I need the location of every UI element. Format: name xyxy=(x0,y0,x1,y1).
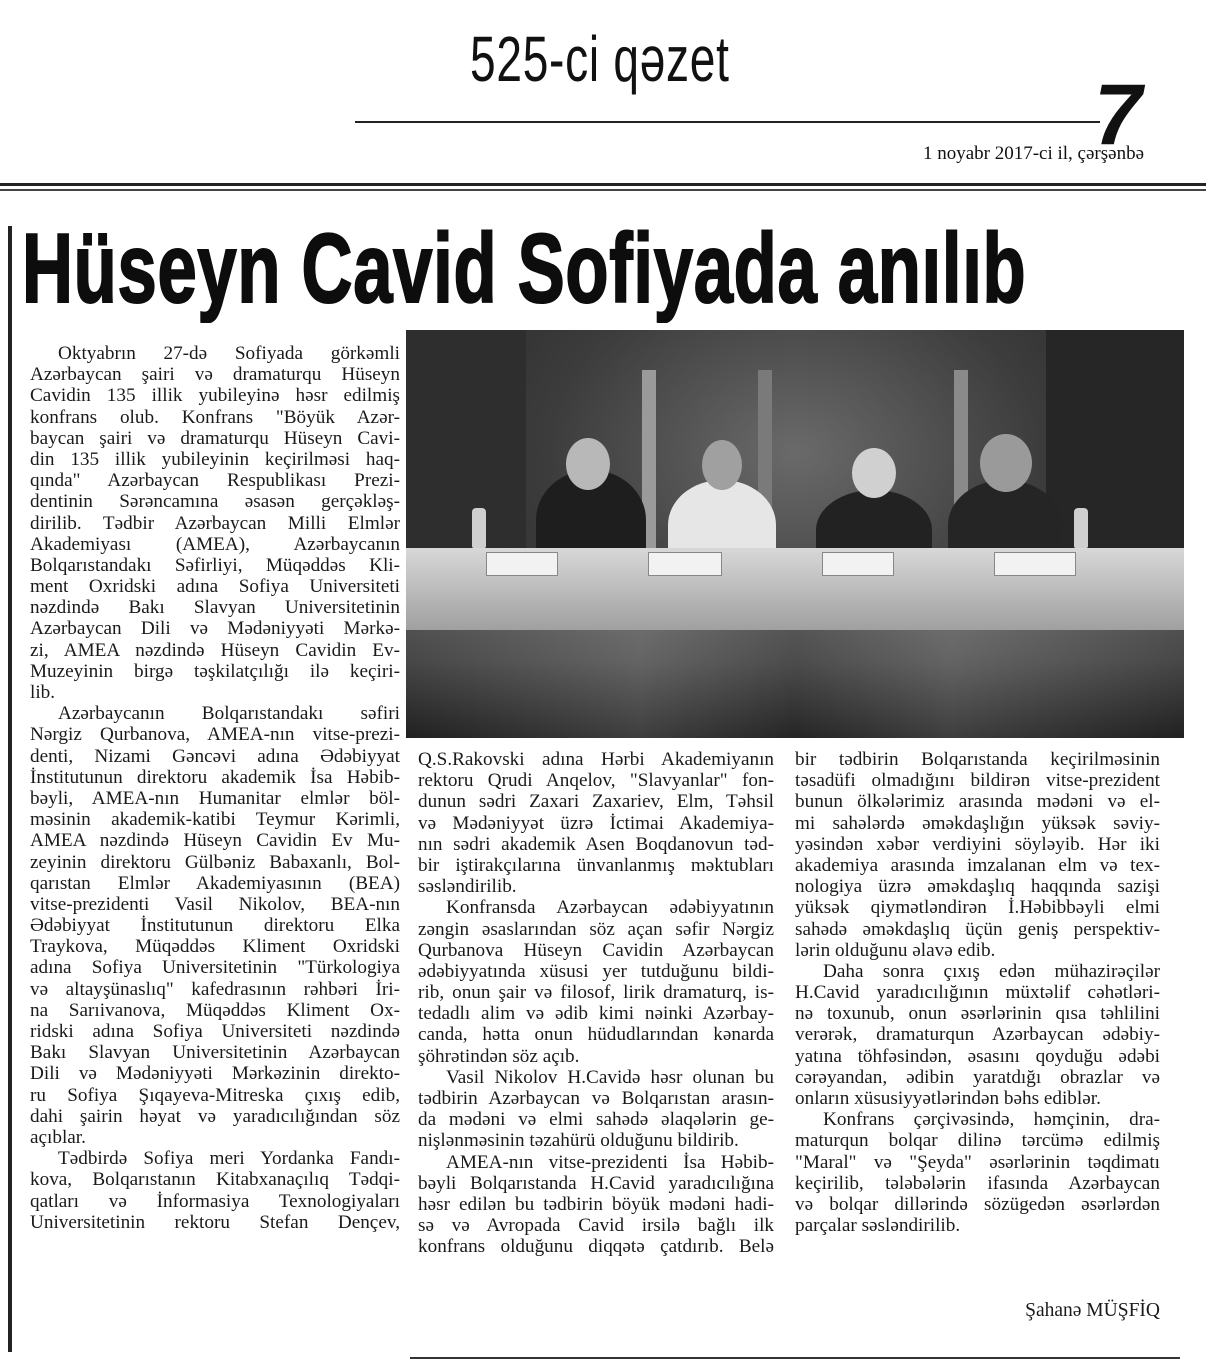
text-line: denti, Nizami Gəncəvi adına Ədəbiyyat xyxy=(30,745,400,767)
text-line: bəyli Bolqarıstanda H.Cavid yaradıcılığına xyxy=(418,1172,774,1194)
text-line: bəyli, AMEA-nın Humanitar elmlər böl- xyxy=(30,787,400,809)
article-paragraph xyxy=(795,961,1160,1109)
text-line: sə və Avropada Cavid irsilə bağlı ilk xyxy=(418,1215,774,1237)
text-line: bunun ölkələrimiz arasında mədəni və el- xyxy=(795,791,1160,813)
text-line: Bolqarıstandakı Səfirliyi, Müqəddəs Kli- xyxy=(30,554,400,576)
article-paragraph xyxy=(30,703,400,1148)
text-line: Muzeyinin birgə təşkilatçılığı ilə keçiri- xyxy=(30,660,400,682)
text-line: cərəyandan, ədibin yaratdığı obrazlar və xyxy=(795,1066,1160,1088)
masthead-title: 525-ci qəzet xyxy=(470,23,730,95)
text-line: maturqun bolqar dilinə tərcümə edilmiş xyxy=(795,1130,1160,1152)
text-line: rib, onun şair və filosof, lirik dramaturq, is- xyxy=(418,982,774,1004)
text-line: Azərbaycanın Bolqarıstandakı səfiri xyxy=(58,703,400,725)
article-photo xyxy=(406,330,1184,738)
text-line: Bakı Slavyan Universitetinin Azərbaycan xyxy=(30,1042,400,1064)
text-line: İnstitutunun direktoru akademik İsa Həbib- xyxy=(30,766,400,788)
text-line: şöhrətindən söz açıb. xyxy=(418,1045,580,1067)
text-line: Traykova, Müqəddəs Kliment Oxridski xyxy=(30,936,400,958)
article-paragraph xyxy=(30,1148,400,1233)
text-line: ridski adına Sofiya Universiteti nəzdində xyxy=(30,1021,400,1042)
text-line: və bolqar dillərində sözügedən əsərlərdən xyxy=(795,1193,1160,1215)
text-line: AMEA-nın vitse-prezidenti İsa Həbib- xyxy=(446,1151,774,1173)
article-paragraph xyxy=(418,897,774,1067)
text-line: və altayşünaslıq" kafedrasının rəhbəri İri- xyxy=(30,978,400,1000)
text-line: yüksək qiymətləndirən İ.Həbibbəyli elmi xyxy=(795,897,1160,919)
text-line: Konfransda Azərbaycan ədəbiyyatının xyxy=(446,897,774,919)
text-line: bir iştirakçılarına ünvanlanmış məktubları xyxy=(418,854,774,876)
text-line: mi sahələrdə əməkdaşlığın yüksək səviy- xyxy=(795,812,1160,834)
text-line: Dili və Mədəniyyəti Mərkəzinin direkto- xyxy=(30,1063,400,1085)
text-line: H.Cavid yaradıcılığının müxtəlif cəhətləri- xyxy=(795,982,1160,1004)
text-line: baycan şairi və dramaturqu Hüseyn Cavi- xyxy=(30,427,400,449)
article-paragraph xyxy=(30,343,400,703)
text-line: açıblar. xyxy=(30,1126,86,1148)
text-line: Azərbaycan Dili və Mədəniyyəti Mərkə- xyxy=(30,618,400,640)
page-number: 7 xyxy=(1094,67,1142,163)
text-line: Konfrans çərçivəsində, həmçinin, dra- xyxy=(823,1109,1160,1131)
text-line: Vasil Nikolov H.Cavidə həsr olunan bu xyxy=(446,1066,774,1088)
text-line: da mədəni və elmi sahədə əlaqələrin ge- xyxy=(418,1109,774,1131)
text-line: ədəbiyyatında xüsusi yer tutduğunu bildi- xyxy=(418,960,774,982)
text-line: adına Sofiya Universitetinin "Türkologiya xyxy=(30,957,400,979)
text-line: tədbirin Azərbaycan və Bolqarıstan arasın- xyxy=(418,1088,774,1109)
bottom-rule xyxy=(410,1357,1180,1359)
article-paragraph xyxy=(418,1067,774,1152)
text-line: AMEA nəzdində Hüseyn Cavidin Ev Mu- xyxy=(30,830,400,852)
text-line: sahədə əməkdaşlıq üçün geniş perspektiv- xyxy=(795,918,1160,940)
text-line: vitse-prezidenti Vasil Nikolov, BEA-nın xyxy=(30,893,400,915)
text-line: Oktyabrın 27-də Sofiyada görkəmli xyxy=(58,343,400,364)
text-line: zi, AMEA nəzdində Hüseyn Cavidin Ev- xyxy=(30,639,400,661)
article-paragraph xyxy=(795,749,1160,961)
text-line: dunun sədri Zaxari Zaxariev, Elm, Təhsil xyxy=(418,791,774,813)
text-line: yatına töhfəsindən, əsasını qoyduğu ədəbi xyxy=(795,1045,1160,1067)
text-line: dirilib. Tədbir Azərbaycan Milli Elmlər xyxy=(30,512,400,534)
text-line: yəsindən xəbər verdiyini söyləyib. Hər iki xyxy=(795,833,1160,855)
text-line: bir tədbirin Bolqarıstanda keçirilməsinin xyxy=(795,749,1160,770)
text-line: qatları və İnformasiya Texnologiyaları xyxy=(30,1190,400,1212)
text-line: verərək, dramaturqun Azərbaycan ədəbiy- xyxy=(795,1024,1160,1046)
text-line: din 135 illik yubileyinin keçirilməsi haq- xyxy=(30,448,400,470)
text-line: Cavidin 135 illik yubileyinə həsr edilmiş xyxy=(30,385,400,407)
text-line: dahi şairin həyat və yaradıcılığından söz xyxy=(30,1105,400,1127)
article-headline: Hüseyn Cavid Sofiyada anılıb xyxy=(22,213,1027,323)
text-line: Universitetinin rektoru Stefan Dençev, xyxy=(30,1211,400,1233)
article-paragraph xyxy=(418,749,774,897)
text-line: konfrans olduğunu diqqətə çatdırıb. Belə xyxy=(418,1236,774,1258)
article-column-2 xyxy=(418,749,774,1258)
masthead-rule xyxy=(355,121,1100,123)
text-line: dentinin Sərəncamına əsasən gerçəkləş- xyxy=(30,491,400,513)
text-line: keçirilib, tələbələrin ifasında Azərbaycan xyxy=(795,1172,1160,1194)
article-column-3 xyxy=(795,749,1160,1236)
article-author: Şahanə MÜŞFİQ xyxy=(1025,1300,1160,1321)
text-line: Nərgiz Qurbanova, AMEA-nın vitse-prezi- xyxy=(30,724,400,746)
text-line: na Sarıivanova, Müqəddəs Kliment Ox- xyxy=(30,999,400,1021)
text-line: Akademiyası (AMEA), Azərbaycanın xyxy=(30,533,400,555)
text-line: parçalar səsləndirilib. xyxy=(795,1215,961,1237)
text-line: qarıstan Elmlər Akademiyasının (BEA) xyxy=(30,872,400,894)
text-line: nologiya üzrə əməkdaşlıq haqqında sazişi xyxy=(795,876,1160,898)
text-line: nın sədri akademik Asen Boqdanovun təd- xyxy=(418,833,774,855)
text-line: nə toxunub, onun əsərlərinin qısa təhlilini xyxy=(795,1003,1160,1025)
text-line: Azərbaycan şairi və dramaturqu Hüseyn xyxy=(30,364,400,386)
text-line: tedadlı alim və ədib kimi nəinki Azərbay- xyxy=(418,1003,774,1025)
text-line: Daha sonra çıxış edən mühazirəçilər xyxy=(823,960,1160,982)
text-line: nəzdində Bakı Slavyan Universitetinin xyxy=(30,597,400,619)
text-line: konfrans olub. Konfrans "Böyük Azər- xyxy=(30,406,400,428)
text-line: lib. xyxy=(30,682,56,703)
text-line: zəngin əsaslarından söz açan səfir Nərgiz xyxy=(418,918,774,940)
text-line: Q.S.Rakovski adına Hərbi Akademiyanın xyxy=(418,749,774,770)
text-line: təsadüfi olmadığını bildirən vitse-prezident xyxy=(795,770,1160,792)
text-line: zeyinin direktoru Gülbəniz Babaxanlı, Bol- xyxy=(30,851,400,873)
text-line: lərin olduğunu əlavə edib. xyxy=(795,939,996,961)
text-line: qında" Azərbaycan Respublikası Prezi- xyxy=(30,470,400,492)
text-line: və Mədəniyyət üzrə İctimai Akademiya- xyxy=(418,812,774,834)
text-line: ment Oxridski adına Sofiya Universiteti xyxy=(30,576,400,598)
text-line: akademiya arasında imzalanan elm və tex- xyxy=(795,854,1160,876)
text-line: Ədəbiyyat İnstitutunun direktoru Elka xyxy=(30,915,400,937)
text-line: rektoru Qrudi Anqelov, "Slavyanlar" fon- xyxy=(418,770,774,792)
left-margin-bar xyxy=(8,226,12,1352)
issue-date: 1 noyabr 2017-ci il, çərşənbə xyxy=(922,143,1144,164)
header-double-rule xyxy=(0,183,1206,191)
text-line: səsləndirilib. xyxy=(418,876,517,898)
text-line: ru Sofiya Şıqayeva-Mitreska çıxış edib, xyxy=(30,1084,400,1106)
text-line: nişlənməsinin təzahürü olduğunu bildirib. xyxy=(418,1130,739,1152)
text-line: canda, hətta onun hüdudlarından kənarda xyxy=(418,1024,774,1046)
text-line: onların xüsusiyyətlərindən bəhs ediblər. xyxy=(795,1088,1101,1109)
text-line: Qurbanova Hüseyn Cavidin Azərbaycan xyxy=(418,939,774,961)
text-line: "Maral" və "Şeyda" əsərlərinin təqdimatı xyxy=(795,1151,1160,1173)
text-line: kova, Bolqarıstanın Kitabxanaçılıq Tədqi- xyxy=(30,1169,400,1191)
article-column-1 xyxy=(30,343,400,1233)
article-paragraph xyxy=(795,1109,1160,1236)
text-line: həsr edilən bu tədbirin böyük mədəni hadi- xyxy=(418,1193,774,1215)
article-paragraph xyxy=(418,1152,774,1258)
text-line: Tədbirdə Sofiya meri Yordanka Fandı- xyxy=(58,1148,400,1170)
text-line: məsinin akademik-katibi Teymur Kərimli, xyxy=(30,809,400,831)
